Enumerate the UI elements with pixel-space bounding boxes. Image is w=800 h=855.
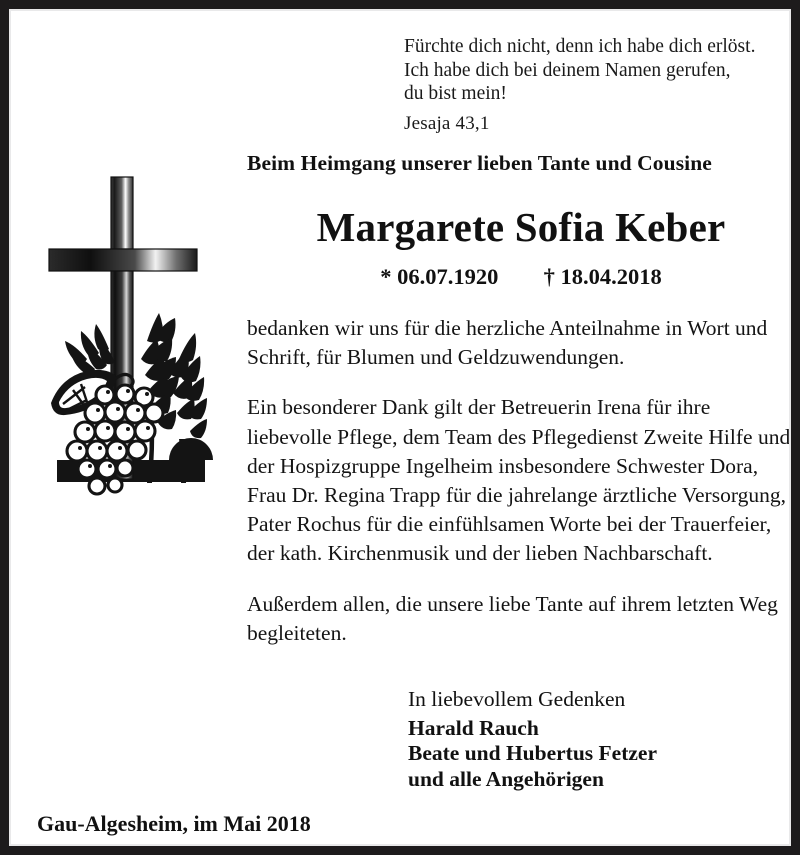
birth-symbol: * — [380, 264, 392, 289]
body-paragraph: Ein besonderer Dank gilt der Betreuerin Irena für ihre liebevolle Pflege, dem Team des Pflegedienst Zweite Hilfe und der Hospizgruppe Ingelheim insbesondere Schwester Dora, Frau Dr. Regina Trapp für die jahrelange ärztliche Versorgung, Pater Rochus für die einfühlsamen Worte bei der Trauerfeier, der kath. Kirchenmusik und der lieben Nachbarschaft. — [247, 395, 791, 566]
death-symbol: † — [543, 264, 555, 289]
verse-line-1: Fürchte dich nicht, denn ich habe dich erlöst. — [404, 36, 756, 57]
signer-name: und alle Angehörigen — [408, 766, 604, 791]
birth-date: 06.07.1920 — [397, 264, 499, 289]
closing-block — [408, 687, 798, 792]
signer-name: Beate und Hubertus Fetzer — [408, 741, 658, 765]
verse-reference: Jesaja 43,1 — [404, 112, 490, 134]
body-paragraph: bedanken wir uns für die herzliche Anteilnahme in Wort und Schrift, für Blumen und Geldzuwendungen. — [247, 316, 768, 370]
deceased-name: Margarete Sofia Keber — [316, 204, 726, 250]
body-paragraph: Außerdem allen, die unsere liebe Tante auf ihrem letzten Weg begleiteten. — [247, 591, 778, 645]
bible-verse — [404, 35, 794, 135]
kicker-line: Beim Heimgang unserer lieben Tante und Cousine — [247, 151, 712, 175]
notice-sheet — [11, 11, 789, 844]
verse-line-3: du bist mein! — [404, 83, 507, 104]
verse-line-2: Ich habe dich bei deinem Namen gerufen, — [404, 59, 731, 81]
memorial-emblem — [29, 163, 229, 508]
body-text — [247, 314, 799, 648]
place-and-date: Gau-Algesheim, im Mai 2018 — [37, 811, 311, 836]
life-dates — [247, 263, 795, 290]
signer-name: Harald Rauch — [408, 715, 539, 740]
closing-lead: In liebevollem Gedenken — [408, 687, 626, 711]
death-date: 18.04.2018 — [560, 264, 662, 289]
